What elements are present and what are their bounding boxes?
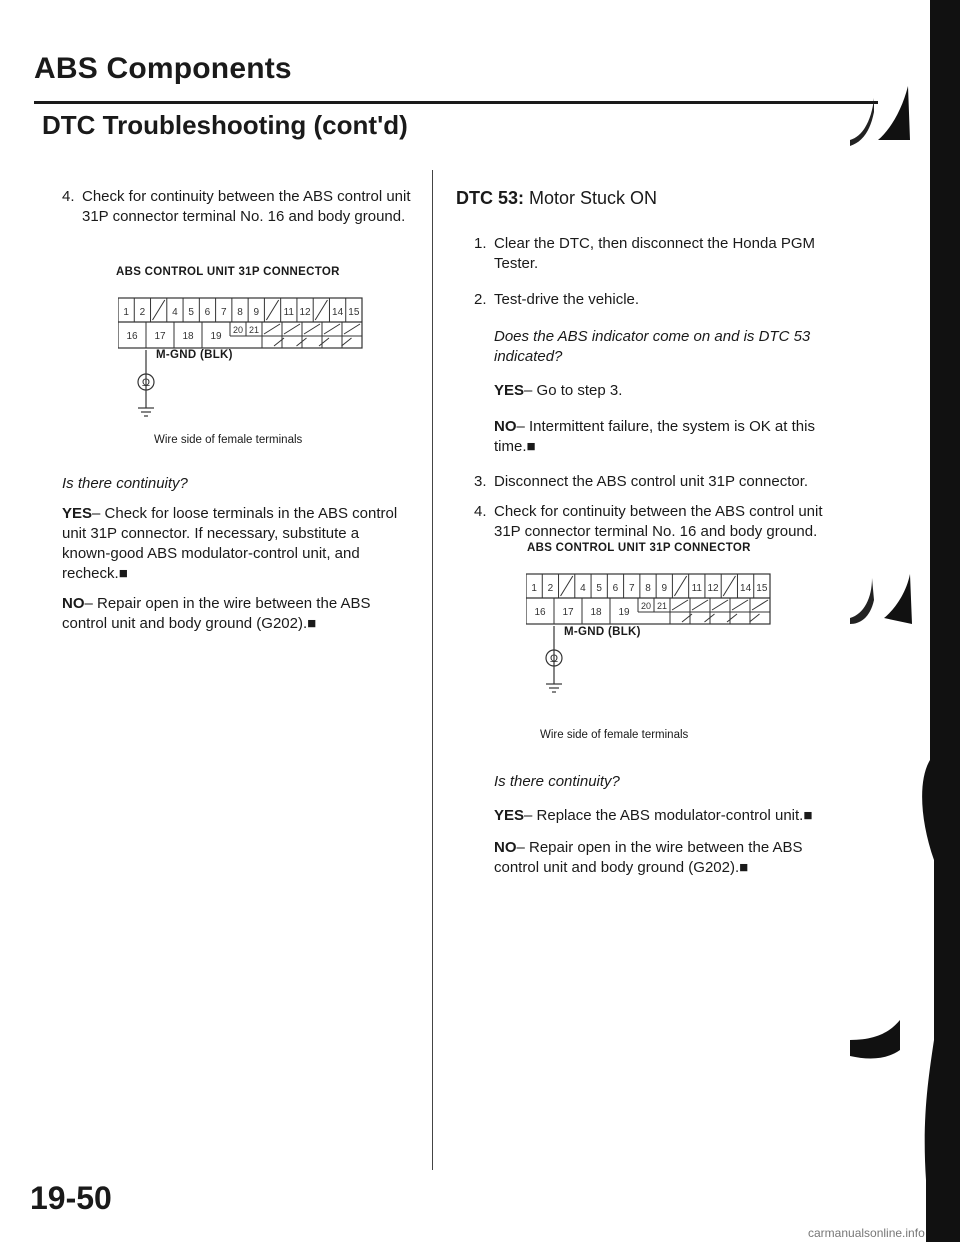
no-result: NO– Repair open in the wire between the ABS control unit and body ground (G202).■ — [62, 595, 371, 632]
pin-label: 2 — [139, 307, 146, 318]
pin-label: 15 — [348, 307, 360, 318]
right-step-2: 2. Test-drive the vehicle. — [474, 291, 640, 308]
blank-pin-slash — [324, 324, 340, 334]
blank-pin-slash — [304, 324, 320, 334]
blank-pin-slash — [153, 300, 165, 320]
pin-label: 11 — [691, 583, 702, 594]
continuity-question: Is there continuity? — [494, 773, 620, 790]
pin-label: 8 — [645, 583, 651, 594]
ohmmeter-icon: Ω — [549, 653, 559, 665]
right-step-1: 1. Clear the DTC, then disconnect the Honda PGM Tester. — [474, 235, 815, 272]
indicator-question: Does the ABS indicator come on and is DTC 53 indicated? — [494, 328, 811, 365]
pin-label: 21 — [656, 601, 668, 611]
pin-label: 4 — [172, 307, 178, 318]
blank-pin-slash — [692, 600, 708, 610]
right-step-3: 3. Disconnect the ABS control unit 31P connector. — [474, 473, 809, 490]
column-divider — [432, 170, 433, 1170]
pin-label: 19 — [210, 331, 222, 342]
connector-cells — [531, 574, 770, 624]
blank-pin-slash — [750, 614, 760, 622]
blank-pin-slash — [266, 300, 278, 320]
pin-label: 12 — [299, 307, 311, 318]
continuity-question: Is there continuity? — [62, 475, 188, 492]
pin-label: 18 — [182, 331, 194, 342]
pin-label: 18 — [590, 607, 602, 618]
pin-label: 8 — [237, 307, 243, 318]
yes-result: YES– Check for loose terminals in the ABS control unit 31P connector. If necessary, substitute a known-good ABS modulator-control unit, and recheck.■ — [62, 505, 398, 582]
blank-pin-slash — [752, 600, 768, 610]
blank-pin-slash — [674, 576, 686, 596]
no-result-2: NO– Repair open in the wire between the ABS control unit and body ground (G202).■ — [494, 839, 803, 876]
connector-label: ABS CONTROL UNIT 31P CONNECTOR — [527, 542, 751, 554]
no-label: NO — [62, 595, 85, 612]
page-number: 19-50 — [30, 1180, 112, 1216]
dtc-description: Motor Stuck ON — [524, 188, 658, 208]
blank-pin-slash — [712, 600, 728, 610]
page-title: ABS Components — [34, 52, 292, 85]
pin-label: 4 — [580, 583, 586, 594]
step-number: 4. — [62, 188, 75, 205]
ground-wire-label: M-GND (BLK) — [564, 626, 641, 638]
step-text: Check for continuity between the ABS control unit 31P connector terminal No. 16 and body ground. — [82, 188, 411, 225]
blank-pin-slash — [264, 324, 280, 334]
connector-label: ABS CONTROL UNIT 31P CONNECTOR — [116, 266, 340, 278]
pin-label: 1 — [531, 583, 537, 594]
yes-result-1: YES– Go to step 3. — [494, 382, 623, 399]
pin-label: 16 — [534, 607, 546, 618]
blank-pin-slash — [344, 324, 360, 334]
blank-pin-slash — [315, 300, 327, 320]
pin-label: 20 — [640, 601, 652, 611]
pin-label: 16 — [126, 331, 138, 342]
connector-diagram-left — [118, 296, 382, 426]
blank-pin-slash — [319, 338, 329, 346]
section-title: DTC Troubleshooting (cont'd) — [42, 110, 408, 140]
blank-pin-slash — [732, 600, 748, 610]
ohmmeter-icon: Ω — [141, 377, 151, 389]
pin-label: 5 — [188, 307, 194, 318]
pin-label: 14 — [740, 583, 752, 594]
blank-pin-slash — [342, 338, 352, 346]
pin-label: 20 — [232, 325, 244, 335]
pin-label: 12 — [707, 583, 719, 594]
pin-label: 19 — [618, 607, 630, 618]
pin-label: 17 — [154, 331, 166, 342]
blank-pin-slash — [727, 614, 737, 622]
pin-label: 7 — [628, 583, 635, 594]
right-step-4: 4. Check for continuity between the ABS control unit 31P connector terminal No. 16 and body ground. — [474, 503, 823, 540]
pin-label: 7 — [220, 307, 227, 318]
source-watermark: carmanualsonline.info — [808, 1226, 925, 1240]
yes-result-2: YES– Replace the ABS modulator-control unit.■ — [494, 807, 813, 824]
pin-label: 9 — [661, 583, 668, 594]
pin-label: 6 — [204, 307, 211, 318]
dtc-code: DTC 53: — [456, 188, 525, 208]
connector-cells — [123, 298, 362, 348]
pin-label: 5 — [596, 583, 602, 594]
dtc-heading — [456, 188, 657, 209]
blank-pin-slash — [672, 600, 688, 610]
diagram-caption: Wire side of female terminals — [154, 434, 303, 446]
pin-label: 21 — [248, 325, 260, 335]
pin-label: 1 — [123, 307, 129, 318]
no-result-1: NO– Intermittent failure, the system is OK at this time.■ — [494, 418, 815, 455]
ground-wire-label: M-GND (BLK) — [156, 349, 233, 361]
pin-label: 15 — [756, 583, 768, 594]
header-rule — [34, 101, 878, 104]
blank-pin-slash — [284, 324, 300, 334]
pin-label: 11 — [283, 307, 294, 318]
blank-pin-slash — [561, 576, 573, 596]
left-step-4 — [62, 187, 422, 229]
pin-label: 14 — [332, 307, 344, 318]
diagram-caption: Wire side of female terminals — [540, 729, 689, 741]
binder-edge-marks — [850, 0, 960, 1242]
yes-label: YES — [62, 505, 93, 522]
pin-label: 9 — [253, 307, 260, 318]
pin-label: 6 — [612, 583, 619, 594]
blank-pin-slash — [723, 576, 735, 596]
pin-label: 2 — [547, 583, 554, 594]
pin-label: 17 — [562, 607, 574, 618]
